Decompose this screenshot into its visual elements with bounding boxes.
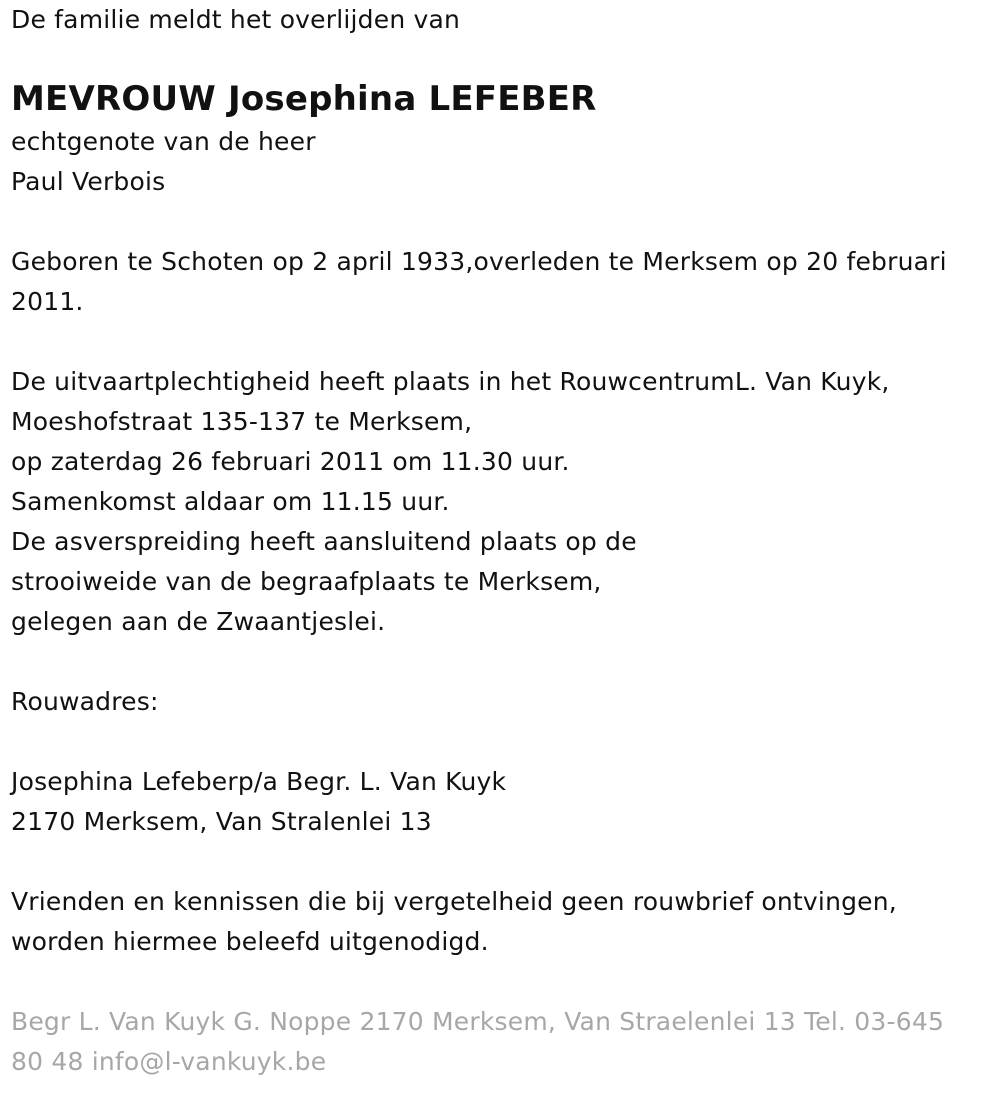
ceremony-line-2: Moeshofstraat 135-137 te Merksem,	[11, 407, 473, 436]
spacer	[11, 842, 996, 882]
spacer	[11, 722, 996, 762]
ceremony-line-7: gelegen aan de Zwaantjeslei.	[11, 607, 386, 636]
address-line-1: Josephina Lefeberp/a Begr. L. Van Kuyk	[11, 767, 507, 796]
invitation-line-1: Vrienden en kennissen die bij vergetelheid geen rouwbrief ontvingen,	[11, 887, 897, 916]
footer-line-1: Begr L. Van Kuyk G. Noppe 2170 Merksem, Van Straelenlei 13 Tel. 03-645	[11, 1007, 945, 1036]
spacer	[11, 202, 996, 242]
deceased-name: MEVROUW Josephina LEFEBER	[11, 79, 597, 119]
obituary-notice	[11, 0, 996, 1082]
relation-line-1: echtgenote van de heer	[11, 127, 316, 156]
intro-text: De familie meldt het overlijden van	[11, 5, 461, 34]
spacer	[11, 642, 996, 682]
birth-death-line-1: Geboren te Schoten op 2 april 1933,overleden te Merksem op 20 februari	[11, 247, 947, 276]
spacer	[11, 322, 996, 362]
ceremony-line-4: Samenkomst aldaar om 11.15 uur.	[11, 487, 450, 516]
spacer	[11, 962, 996, 1002]
spacer	[11, 40, 996, 66]
ceremony-line-6: strooiweide van de begraafplaats te Merksem,	[11, 567, 602, 596]
invitation-line-2: worden hiermee beleefd uitgenodigd.	[11, 927, 489, 956]
ceremony-line-1: De uitvaartplechtigheid heeft plaats in het RouwcentrumL. Van Kuyk,	[11, 367, 890, 396]
relation-line-2: Paul Verbois	[11, 167, 166, 196]
address-label: Rouwadres:	[11, 687, 159, 716]
address-line-2: 2170 Merksem, Van Stralenlei 13	[11, 807, 432, 836]
ceremony-line-3: op zaterdag 26 februari 2011 om 11.30 uur.	[11, 447, 570, 476]
ceremony-line-5: De asverspreiding heeft aansluitend plaats op de	[11, 527, 637, 556]
footer-line-2: 80 48 info@l-vankuyk.be	[11, 1047, 327, 1076]
birth-death-line-2: 2011.	[11, 287, 84, 316]
